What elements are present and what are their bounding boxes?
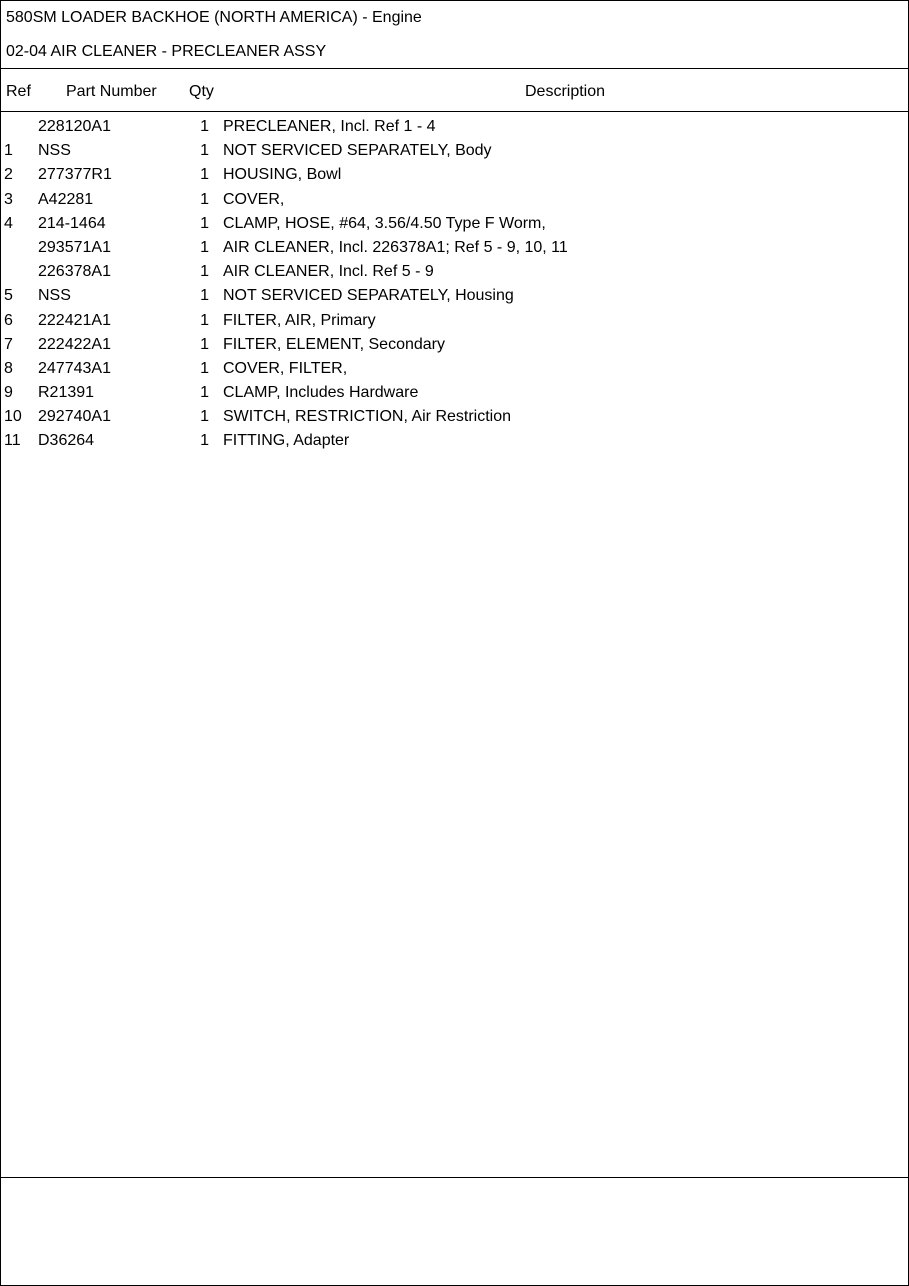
row-description: COVER, FILTER,	[223, 359, 348, 377]
row-description: HOUSING, Bowl	[223, 166, 342, 184]
row-part-number: 228120A1	[38, 118, 111, 135]
row-description: CLAMP, HOSE, #64, 3.56/4.50 Type F Worm,	[223, 214, 546, 232]
row-ref: 6	[4, 311, 13, 329]
header-divider	[1, 68, 908, 69]
table-row	[1, 335, 908, 359]
row-description: FILTER, AIR, Primary	[223, 311, 376, 329]
row-qty: 1	[200, 214, 209, 232]
row-part-number: 293571A1	[38, 238, 111, 256]
table-row	[1, 141, 908, 165]
table-row	[1, 190, 908, 214]
row-description: PRECLEANER, Incl. Ref 1 - 4	[223, 118, 436, 135]
row-ref: 3	[4, 190, 13, 208]
parts-table-body	[1, 117, 908, 456]
table-row	[1, 262, 908, 286]
row-qty: 1	[200, 359, 209, 377]
row-ref: 9	[4, 384, 13, 402]
row-part-number: R21391	[38, 384, 95, 402]
row-qty: 1	[200, 238, 209, 256]
row-description: NOT SERVICED SEPARATELY, Body	[223, 142, 492, 160]
row-part-number: 247743A1	[38, 359, 111, 377]
column-header-ref: Ref	[6, 83, 31, 100]
row-ref: 7	[4, 335, 13, 353]
row-part-number: 214-1464	[38, 214, 106, 232]
column-header-qty: Qty	[189, 83, 214, 100]
row-qty: 1	[200, 190, 209, 208]
row-ref: 1	[4, 142, 13, 160]
row-qty: 1	[200, 166, 209, 184]
row-part-number: 222421A1	[38, 311, 111, 329]
table-row	[1, 117, 908, 141]
table-header-divider	[1, 111, 908, 112]
model-title: 580SM LOADER BACKHOE (NORTH AMERICA) - Engine	[6, 9, 422, 26]
row-description: AIR CLEANER, Incl. 226378A1; Ref 5 - 9, 10, 11	[223, 238, 568, 256]
row-part-number: A42281	[38, 190, 94, 208]
column-header-description: Description	[525, 83, 606, 100]
table-row	[1, 311, 908, 335]
row-part-number: D36264	[38, 432, 95, 450]
row-description: NOT SERVICED SEPARATELY, Housing	[223, 287, 514, 305]
row-ref: 4	[4, 214, 13, 232]
section-title: 02-04 AIR CLEANER - PRECLEANER ASSY	[6, 43, 327, 60]
table-row	[1, 359, 908, 383]
row-description: CLAMP, Includes Hardware	[223, 384, 419, 402]
row-ref: 11	[4, 432, 21, 450]
row-ref: 8	[4, 359, 13, 377]
row-ref: 10	[4, 408, 22, 426]
row-part-number: 292740A1	[38, 408, 111, 426]
table-row	[1, 238, 908, 262]
row-description: AIR CLEANER, Incl. Ref 5 - 9	[223, 263, 434, 281]
table-row	[1, 165, 908, 189]
row-ref: 5	[4, 287, 13, 305]
row-part-number: NSS	[38, 287, 71, 305]
table-row	[1, 407, 908, 431]
row-qty: 1	[200, 384, 209, 402]
row-part-number: 222422A1	[38, 335, 111, 353]
table-row	[1, 383, 908, 407]
row-description: COVER,	[223, 190, 285, 208]
row-qty: 1	[200, 432, 209, 450]
row-part-number: NSS	[38, 142, 71, 160]
table-row	[1, 431, 908, 455]
footer-divider	[1, 1177, 908, 1178]
row-qty: 1	[200, 287, 209, 305]
row-qty: 1	[200, 311, 209, 329]
row-qty: 1	[200, 142, 209, 160]
row-qty: 1	[200, 335, 209, 353]
row-description: SWITCH, RESTRICTION, Air Restriction	[223, 408, 512, 426]
row-part-number: 277377R1	[38, 166, 112, 184]
row-qty: 1	[200, 408, 209, 426]
row-description: FILTER, ELEMENT, Secondary	[223, 335, 445, 353]
row-description: FITTING, Adapter	[223, 432, 350, 450]
table-row	[1, 214, 908, 238]
column-header-part-number: Part Number	[66, 83, 157, 100]
row-part-number: 226378A1	[38, 263, 111, 281]
row-qty: 1	[200, 263, 209, 281]
row-qty: 1	[200, 118, 209, 135]
row-ref: 2	[4, 166, 13, 184]
table-row	[1, 286, 908, 310]
